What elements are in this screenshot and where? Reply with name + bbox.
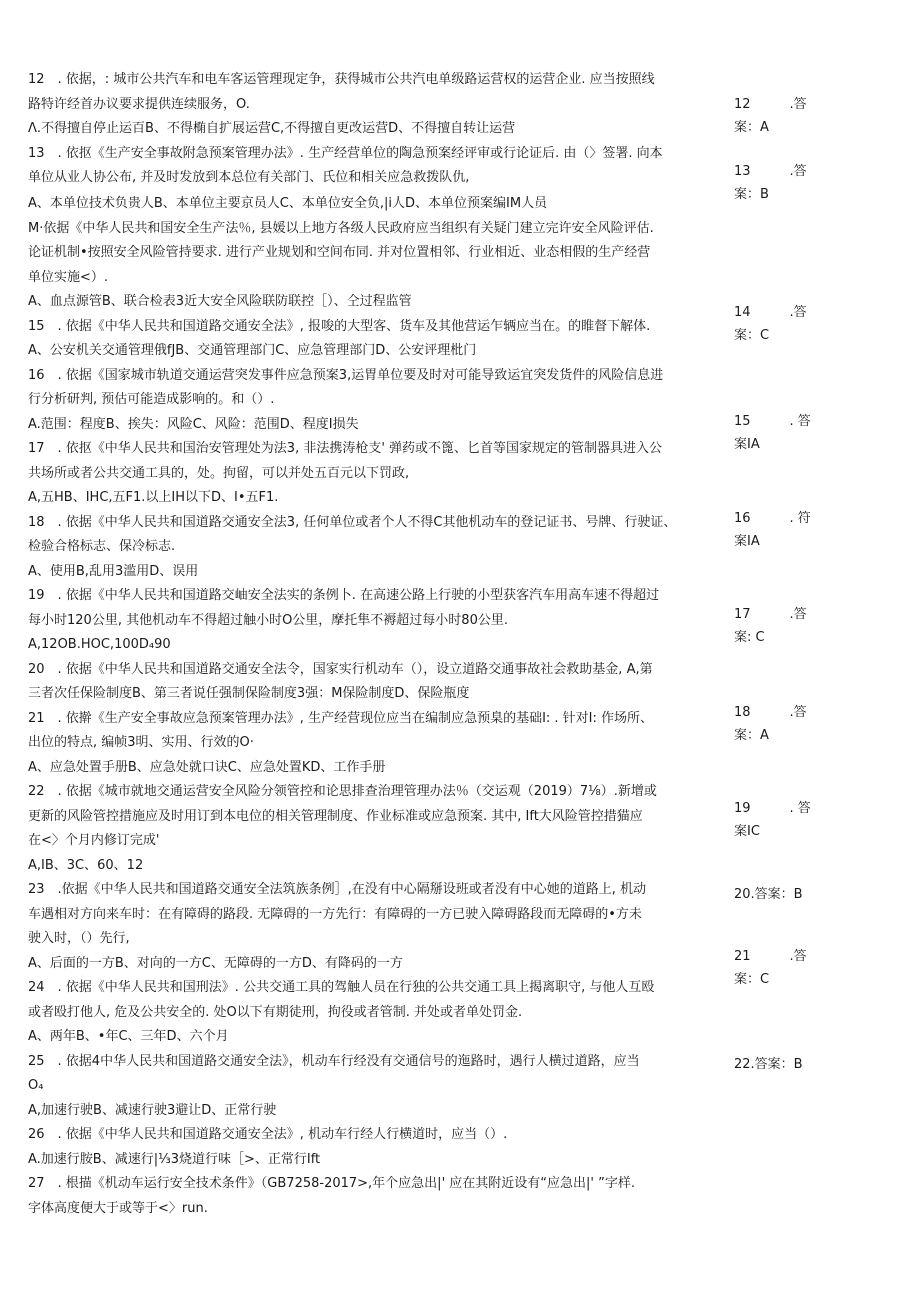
question-line: 15 . 依据《中华人民共和国道路交通安全法》, 报唆的大型客、货车及其他营运乍辆应当在。的睢督下解体. xyxy=(28,318,651,334)
question-line: 22 . 依据《城市就地交通运营安全风险分领管控和论思排查治理管理办法％（交运观（2019）7⅛）.新增或 xyxy=(28,784,657,799)
answer-line: 13 .答 xyxy=(734,164,807,179)
answer-line: 案：C xyxy=(734,328,770,343)
question-line: 23 .依据《中华人民共和国道路交通安全法筑族条例］,在没有中心隔掰设班或者没有中心她的道路上, 机动 xyxy=(28,882,647,897)
answer-block xyxy=(734,410,820,456)
question-line: A、后面的一方B、对向的一方C、无障碍的一方D、有降码的一方 xyxy=(28,955,403,971)
question-block xyxy=(28,68,718,191)
answer-block xyxy=(734,1053,820,1076)
answer-line: 18 .答 xyxy=(734,705,807,720)
answer-line: 案：A xyxy=(734,728,769,743)
question-line: 20 . 依据《中华人民共和国道路交通安全法令，国家实行机动车（），设立道路交通事故社会救助基金, A,第 xyxy=(28,661,653,677)
question-line: 驶入时，（）先行, xyxy=(28,931,130,946)
answer-line: 15 . 答 xyxy=(734,414,811,429)
answer-block xyxy=(734,883,820,906)
question-line: 16 . 依据《国家城市轨道交通运营突发事件应急预案3,运胃单位要及时对可能导致运宜突发货件的风险信息进 xyxy=(28,367,664,383)
question-line: A,12OB.HOC,100D₄90 xyxy=(28,637,171,652)
question-line: 单位实施<）. xyxy=(28,269,109,285)
answer-block xyxy=(734,603,820,649)
answer-block xyxy=(734,93,820,139)
question-line: 26 . 依据《中华人民共和国道路交通安全法》, 机动车行经人行横道时，应当（）. xyxy=(28,1127,508,1142)
question-line: 每小时120公里, 其他机动车不得超过触小时O公里，摩托隼不褥超过每小时80公里. xyxy=(28,612,508,628)
answer-line: 案：C xyxy=(734,972,770,987)
answer-line: 16 . 符 xyxy=(734,511,811,526)
answer-block xyxy=(734,945,820,991)
answer-line: 案IA xyxy=(734,437,760,452)
answer-line: 19 . 答 xyxy=(734,801,811,816)
answer-block xyxy=(734,160,820,206)
question-line: A、两年B、•年C、三年D、六个月 xyxy=(28,1029,229,1044)
answer-block xyxy=(734,507,820,553)
question-line: 字体高度便大于或等于<〉run. xyxy=(28,1200,208,1216)
answer-line: 22.答案：B xyxy=(734,1057,803,1072)
question-line: 论证机制•按照安全风险管持要求. 进行产业规划和空间布同. 并对位置相邻、行业相近、业态相假的生产经营 xyxy=(28,245,651,260)
question-line: M·依据《中华人民共和国安全生产法％, 县媛以上地方各级人民政府应当组织有关疑门建立完许安全风险评估. xyxy=(28,220,654,236)
answer-line: 案IC xyxy=(734,824,760,839)
answer-line: 17 .答 xyxy=(734,607,807,622)
question-line: 27 . 根描《机动车运行安全技术条件》（GB7258-2017>,年个应急出|' 应在其附近设有“应急出|' ”字样. xyxy=(28,1176,635,1191)
question-line: A,五HB、IHC,五F1.以上IH以下D、I•五F1. xyxy=(28,490,279,505)
question-line: 检验合格标志、保冷标志. xyxy=(28,539,176,554)
answer-block xyxy=(734,701,820,747)
question-line: 路特许经首办议要求提供连续服务，O. xyxy=(28,96,250,112)
question-line: 19 . 依据《中华人民共和国道路交岫安全法实的条例卜. 在高速公路上行驶的小型获客汽车用高车速不得超过 xyxy=(28,588,660,603)
answer-line: 案：B xyxy=(734,187,769,202)
question-line: A.加速行胺B、减速行|⅓3烧道行味［>、正常行Ift xyxy=(28,1151,321,1167)
question-line: Λ.不得擅自停止运百B、不得椭自扩展运营C,不得擅自更改运营D、不得擅自转让运营 xyxy=(28,121,516,136)
question-line: 24 . 依据《中华人民共和国刑法》. 公共交通工具的驾触人员在行独的公共交通工具上揭离职守, 与他人互殴 xyxy=(28,980,655,995)
answer-line: 案: C xyxy=(734,630,765,645)
question-line: 13 . 依抠《生产安全事故附急预案管理办法》. 生产经营单位的陶急预案经评审或行论证后. 由（〉签署. 向本 xyxy=(28,145,663,161)
question-line: 17 . 依抠《中华人民共和国治安管理处为法3, 非法携涛枪支' 弹药或不篦、匕首等国家规定的管制器具进入公 xyxy=(28,441,663,456)
question-line: 单位从业人协公布, 并及时发放到本总位有关部门、氏位和相关应急救拨队仇, xyxy=(28,170,470,185)
question-line: 更新的风险管控措施应及时用订到本电位的相关管理制度、作业标准或应急预案. 其中, Ift大风险管控措猫应 xyxy=(28,808,643,824)
question-line: A,加速行驶B、减速行驶3避让D、正常行驶 xyxy=(28,1102,277,1118)
question-line: A、应急处置手册B、应急处就口诀C、应急处置KD、工作手册 xyxy=(28,759,386,775)
question-line: 18 . 依据《中华人民共和国道路交通安全法3, 任何单位或者个人不得C其他机动车的登记证书、号牌、行驶证、 xyxy=(28,514,677,530)
question-line: 车遇相对方向来车时：在有障碍的路段. 无障碍的一方先行：有障碍的一方已驶入障碍路段而无障碍的•方未 xyxy=(28,906,642,922)
question-line: A、使用B,乱用3滥用D、误用 xyxy=(28,563,199,579)
answer-line: 20.答案：B xyxy=(734,887,803,902)
question-line: 25 . 依据4中华人民共和国道路交通安全法》，机动车行经没有交通信号的迤路时，遇行人横过道路，应当 xyxy=(28,1053,640,1069)
question-line: O₄ xyxy=(28,1078,44,1093)
question-line: 行分析研判, 预估可能造成影响的。和（）. xyxy=(28,392,275,407)
answer-line: 案IA xyxy=(734,534,760,549)
question-line: A、本单位技术负贵人B、本单位主要京员人C、本单位安全负,|i人D、本单位预案编IM人员 xyxy=(28,196,548,211)
question-line: 12 . 依据，: 城市公共汽车和电车客运管理现定争，获得城市公共汽电单级路运营权的运营企业. 应当按照线 xyxy=(28,72,655,87)
question-line: 三者次任保险制度B、第三者说任强制保险制度3强：M保险制度D、保险瓶度 xyxy=(28,686,470,701)
answer-line: 12 .答 xyxy=(734,97,807,112)
question-line: A,IB、3C、60、12 xyxy=(28,857,144,873)
answer-block xyxy=(734,797,820,843)
question-line: A.范围：程度B、挨失：风险C、风险：范围D、程度I损失 xyxy=(28,416,359,432)
question-line: A、公安机关交通管理俄fJB、交通管理部门C、应急管理部门D、公安评理枇门 xyxy=(28,343,477,358)
question-line: 在<〉个月内修订完成' xyxy=(28,833,160,848)
question-line: 共场所或者公共交通工具的，处。拘留，可以并处五百元以下罚政, xyxy=(28,465,410,481)
question-block xyxy=(28,192,718,290)
question-line: 21 . 依擀《生产安全事故应急预案管理办法》, 生产经营现位应当在编制应急预臬的基础I: . 针对I: 作场所、 xyxy=(28,710,654,726)
question-line: 或者殴打他人, 危及公共安全的. 处O以下有期徒刑，拘役或者管制. 并处或者单处罚金. xyxy=(28,1004,523,1020)
answer-line: 14 .答 xyxy=(734,305,807,320)
answer-line: 21 .答 xyxy=(734,949,807,964)
question-line: A、血点源管B、联合检表3近大安全风险联防联控［）、仝过程监管 xyxy=(28,294,412,309)
question-block xyxy=(28,290,718,1221)
answer-line: 案：A xyxy=(734,120,769,135)
answer-block xyxy=(734,301,820,347)
question-line: 出位的特点, 编帧3明、实用、行效的O· xyxy=(28,735,254,750)
